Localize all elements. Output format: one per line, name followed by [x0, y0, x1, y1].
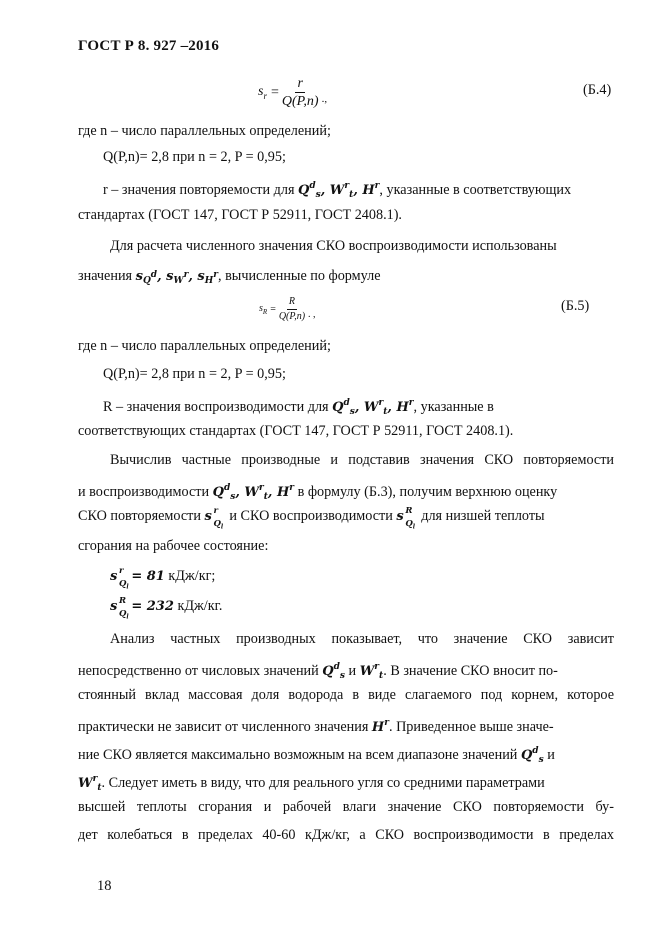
s-ql-r-symbol: s r $Q_l$ [204, 506, 224, 531]
paragraph-analysis-line2-tail: . В значение СКО вносит по- [383, 663, 558, 679]
paragraph-sr-line-1: Для расчета численного значения СКО воспроизводимости использованы [110, 238, 557, 254]
formula-b5-denominator: Q(P,n) [278, 311, 306, 322]
result-reproducibility-unit: кДж/кг. [173, 598, 223, 614]
w-t-r-symbol: $W^r_t$ [244, 483, 268, 502]
h-r-symbol: $H^r$ [362, 181, 380, 198]
q-s-d-symbol: $Q^d_s$ [298, 181, 321, 200]
formula-b4-numerator: r [297, 76, 303, 91]
h-r-symbol: $H^r$ [396, 398, 414, 415]
formula-b4-denominator: Q(P,n) [281, 94, 319, 109]
paragraph-analysis-line5-lead: ние СКО является максимально возможным на всем диапазоне значений [78, 747, 518, 763]
formula-b4 [258, 76, 327, 109]
formula-b4-lhs: $s_r$ [258, 84, 267, 101]
s-qsd-symbol: $s_{Q^d}$ [135, 269, 158, 286]
paragraph-analysis-line-1: Анализ частных производных показывает, что значение СКО зависит [110, 631, 614, 647]
h-r-symbol: $H^r$ [276, 483, 295, 500]
paragraph-calc-line-2 [78, 479, 614, 506]
symbol-comma: , [320, 183, 330, 198]
w-t-r-symbol: $W^r_t$ [329, 181, 354, 200]
paragraph-analysis-line4-lead: практически не зависит от численного значения [78, 719, 372, 735]
symbol-comma: , [267, 485, 277, 500]
result-reproducibility [110, 596, 614, 621]
document-code-header: ГОСТ Р 8. 927 –2016 [78, 38, 220, 54]
formula-b4-fraction [282, 76, 319, 109]
formula-b5-fraction [279, 296, 305, 323]
paragraph-analysis-line-4 [78, 714, 614, 737]
w-t-r-symbol: $W^r_t$ [78, 774, 102, 793]
R-definition-lead: R – значения воспроизводимости для [103, 399, 329, 415]
paragraph-calc-line3-mid: и СКО воспроизводимости [229, 508, 393, 524]
paragraph-sr-line-2 [78, 266, 614, 290]
paragraph-analysis-line-2 [78, 658, 614, 685]
paragraph-calc-lead: и воспроизводимости [78, 484, 210, 500]
formula-b5 [259, 296, 316, 323]
r-definition-line-2: стандартах (ГОСТ 147, ГОСТ Р 52911, ГОСТ 2408.1). [78, 207, 402, 223]
paragraph-analysis-line-7: высшей теплоты сгорания и рабочей влаги значение СКО повторяемости бу- [78, 799, 614, 815]
R-definition-line [103, 394, 614, 421]
paragraph-analysis-line5-tail: и [543, 747, 555, 763]
paragraph-analysis-line-5 [78, 742, 614, 769]
paragraph-analysis-line-8: дет колебаться в пределах 40-60 кДж/кг, а СКО воспроизводимости в пределах [78, 827, 614, 843]
symbol-comma: , [235, 485, 245, 500]
result-reproducibility-value: = 232 [131, 599, 174, 614]
symbol-comma: , [188, 269, 198, 284]
paragraph-analysis-line2-lead: непосредственно от числовых значений [78, 663, 319, 679]
r-definition-lead: r – значения повторяемости для [103, 182, 295, 198]
symbol-comma: , [157, 269, 167, 284]
where-n-line-2: где n – число параллельных определений; [78, 338, 331, 354]
q-s-d-symbol: $Q^d_s$ [322, 662, 345, 681]
r-definition-tail: , указанные в соответствующих [379, 182, 572, 198]
symbol-comma: , [387, 400, 397, 415]
symbol-comma: , [354, 400, 364, 415]
s-ql-R-symbol: s R $Q_l$ [396, 506, 416, 531]
result-repeatability-unit: кДж/кг; [164, 568, 216, 584]
paragraph-sr-lead: значения [78, 268, 133, 284]
q-value-line-1: Q(P,n)= 2,8 при n = 2, P = 0,95; [103, 149, 286, 165]
paragraph-calc-line-3 [78, 506, 614, 531]
paragraph-calc-line3-tail: для низшей теплоты [421, 508, 545, 524]
where-n-line-1: где n – число параллельных определений; [78, 123, 331, 139]
page-number: 18 [97, 878, 112, 894]
result-repeatability [110, 566, 614, 591]
formula-b5-equals: = [270, 304, 276, 315]
result-repeatability-value: = 81 [131, 569, 165, 584]
paragraph-calc-line3-lead: СКО повторяемости [78, 508, 201, 524]
paragraph-calc-line-1: Вычислив частные производные и подставив значения СКО повторяемости [110, 452, 614, 468]
q-value-line-2: Q(P,n)= 2,8 при n = 2, P = 0,95; [103, 366, 286, 382]
q-s-d-symbol: $Q^d_s$ [332, 398, 355, 417]
w-t-r-symbol: $W^r_t$ [359, 662, 384, 681]
s-hr-symbol: $s_{H^r}$ [197, 269, 218, 286]
r-definition-line [103, 177, 614, 204]
formula-b4-number: (Б.4) [583, 82, 612, 98]
w-t-r-symbol: $W^r_t$ [363, 398, 388, 417]
formula-b5-numerator: R [287, 296, 297, 310]
paragraph-analysis-line-6 [78, 770, 614, 797]
paragraph-calc-line-4: сгорания на рабочее состояние: [78, 538, 269, 554]
s-ql-R-symbol: s R $Q_l$ [110, 596, 129, 621]
h-r-symbol: $H^r$ [371, 718, 389, 735]
R-definition-tail: , указанные в [413, 399, 494, 415]
paragraph-analysis-and: и [345, 663, 360, 679]
symbol-comma: , [353, 183, 363, 198]
s-ql-r-symbol: s r $Q_l$ [110, 566, 129, 591]
formula-b5-lhs: $s_R$ [259, 303, 268, 316]
paragraph-analysis-line-3: стоянный вклад массовая доля водорода в виде слагаемого под корнем, которое [78, 687, 614, 703]
s-wtr-symbol: $s_{W^r}$ [166, 269, 189, 286]
q-s-d-symbol: $Q^d_s$ [520, 746, 544, 765]
formula-b4-equals: = [270, 84, 279, 100]
formula-b4-tail: ., [321, 92, 328, 105]
paragraph-sr-tail: , вычисленные по формуле [218, 268, 381, 284]
paragraph-analysis-line6-tail: . Следует иметь в виду, что для реального угля со средними параметрами [101, 775, 545, 791]
paragraph-analysis-line4-tail: . Приведенное выше значе- [388, 719, 554, 735]
q-s-d-symbol: $Q^d_s$ [212, 483, 236, 502]
R-definition-line-2: соответствующих стандартах (ГОСТ 147, ГОСТ Р 52911, ГОСТ 2408.1). [78, 423, 514, 439]
paragraph-calc-tail: в формулу (Б.3), получим верхнюю оценку [294, 484, 558, 500]
formula-b5-number: (Б.5) [561, 298, 590, 314]
formula-b5-tail: . , [308, 309, 316, 320]
